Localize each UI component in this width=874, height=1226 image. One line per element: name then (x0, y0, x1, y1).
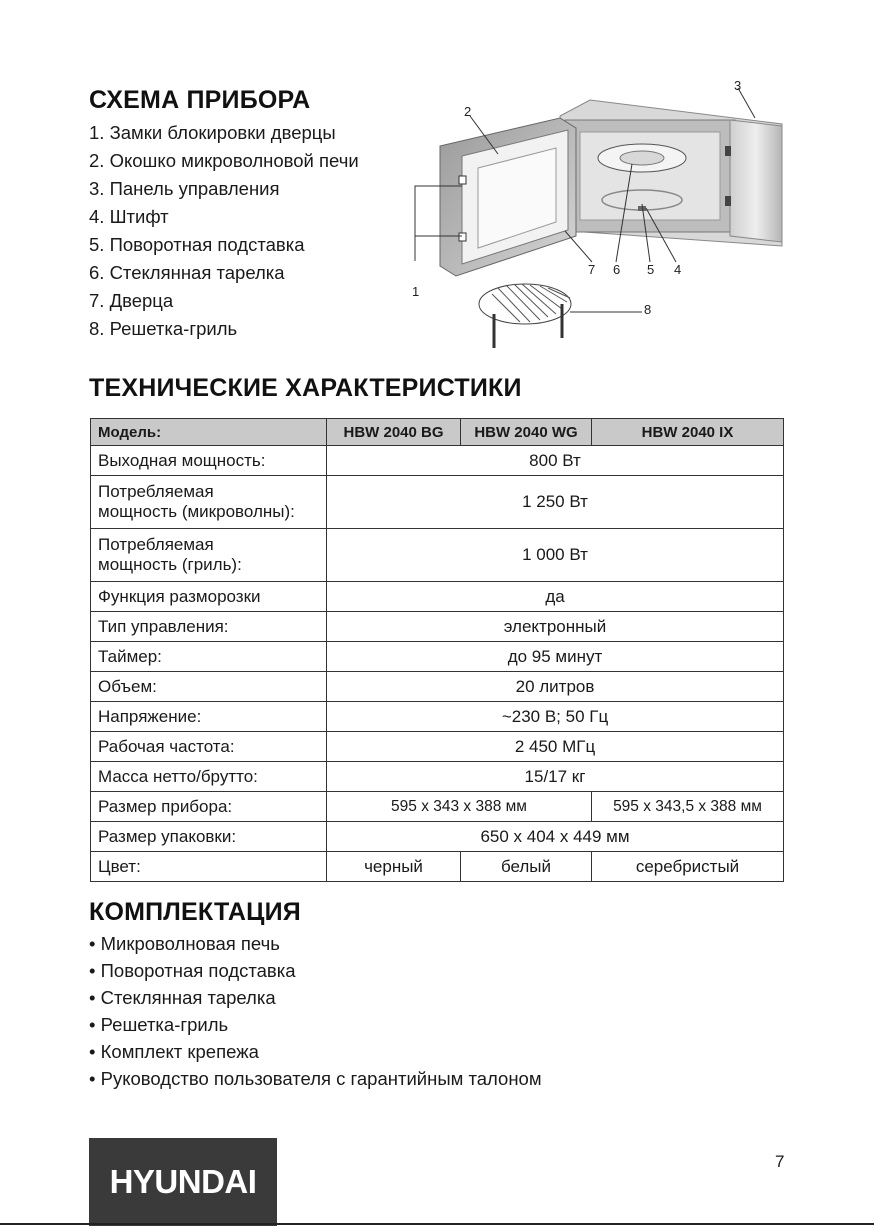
kit-item: • Микроволновая печь (89, 930, 542, 957)
scheme-item: 7. Дверца (89, 290, 174, 311)
row-label: Объем: (91, 672, 327, 702)
callout-1: 1 (412, 284, 420, 299)
oven-body (560, 100, 782, 246)
row-value: 1 250 Вт (327, 476, 784, 529)
table-row (91, 732, 784, 762)
kit-list (89, 930, 542, 1092)
row-value: 20 литров (327, 672, 784, 702)
row-value: до 95 минут (327, 642, 784, 672)
row-label (91, 476, 327, 529)
table-row (91, 792, 784, 822)
row-value: электронный (327, 612, 784, 642)
callout-8: 8 (644, 302, 652, 317)
header-model-bg: HBW 2040 BG (327, 419, 461, 446)
microwave-diagram (410, 76, 790, 361)
table-row (91, 446, 784, 476)
row-value: 15/17 кг (327, 762, 784, 792)
scheme-parts-list (89, 119, 359, 343)
header-model-ix: HBW 2040 IX (592, 419, 784, 446)
row-label: Выходная мощность: (91, 446, 327, 476)
kit-item: • Комплект крепежа (89, 1038, 542, 1065)
row-value: 800 Вт (327, 446, 784, 476)
row-value-color-ix: серебристый (592, 852, 784, 882)
row-label: Масса нетто/брутто: (91, 762, 327, 792)
callout-5: 5 (647, 262, 655, 277)
row-label (91, 529, 327, 582)
bottom-divider (0, 1223, 874, 1225)
kit-item: • Руководство пользователя с гарантийным талоном (89, 1065, 542, 1092)
table-row (91, 762, 784, 792)
row-value-color-wg: белый (461, 852, 592, 882)
kit-item: • Решетка-гриль (89, 1011, 542, 1038)
row-label-line: мощность (гриль): (98, 555, 242, 574)
scheme-item: 4. Штифт (89, 206, 169, 227)
scheme-title: СХЕМА ПРИБОРА (89, 86, 311, 114)
header-model-label: Модель: (91, 419, 327, 446)
callout-7: 7 (588, 262, 596, 277)
row-label: Таймер: (91, 642, 327, 672)
table-row (91, 582, 784, 612)
brand-logo: HYUNDAI (89, 1138, 277, 1226)
table-row (91, 642, 784, 672)
row-label: Размер упаковки: (91, 822, 327, 852)
callout-3: 3 (734, 78, 742, 93)
table-row (91, 702, 784, 732)
scheme-item: 1. Замки блокировки дверцы (89, 122, 336, 143)
table-header-row (91, 419, 784, 446)
callout-4: 4 (674, 262, 682, 277)
row-label: Тип управления: (91, 612, 327, 642)
callout-2: 2 (464, 104, 472, 119)
callout-6: 6 (613, 262, 621, 277)
header-model-wg: HBW 2040 WG (461, 419, 592, 446)
kit-item: • Поворотная подставка (89, 957, 542, 984)
scheme-item: 8. Решетка-гриль (89, 318, 238, 339)
row-value-color-bg: черный (327, 852, 461, 882)
kit-item: • Стеклянная тарелка (89, 984, 542, 1011)
row-label-line: мощность (микроволны): (98, 502, 295, 521)
row-label: Цвет: (91, 852, 327, 882)
table-row (91, 529, 784, 582)
row-value: 2 450 МГц (327, 732, 784, 762)
row-label-line: Потребляемая (98, 535, 214, 554)
row-value: ~230 В; 50 Гц (327, 702, 784, 732)
row-label: Размер прибора: (91, 792, 327, 822)
glass-plate (598, 144, 686, 172)
door (440, 118, 576, 276)
grill-rack (479, 284, 571, 348)
specs-table (90, 418, 784, 882)
row-label: Напряжение: (91, 702, 327, 732)
row-label: Функция разморозки (91, 582, 327, 612)
row-label-line: Потребляемая (98, 482, 214, 501)
scheme-item: 3. Панель управления (89, 178, 280, 199)
scheme-item: 2. Окошко микроволновой печи (89, 150, 359, 171)
table-row (91, 476, 784, 529)
row-label: Рабочая частота: (91, 732, 327, 762)
table-row (91, 822, 784, 852)
row-value: 1 000 Вт (327, 529, 784, 582)
row-value: да (327, 582, 784, 612)
table-row (91, 672, 784, 702)
table-row (91, 852, 784, 882)
row-value: 650 х 404 х 449 мм (327, 822, 784, 852)
scheme-item: 5. Поворотная подставка (89, 234, 305, 255)
row-value-bg-wg: 595 х 343 х 388 мм (327, 792, 592, 822)
page-number: 7 (775, 1152, 785, 1171)
scheme-item: 6. Стеклянная тарелка (89, 262, 285, 283)
table-row (91, 612, 784, 642)
kit-title: КОМПЛЕКТАЦИЯ (89, 898, 301, 926)
row-value-ix: 595 х 343,5 х 388 мм (592, 792, 784, 822)
specs-title: ТЕХНИЧЕСКИЕ ХАРАКТЕРИСТИКИ (89, 374, 522, 402)
